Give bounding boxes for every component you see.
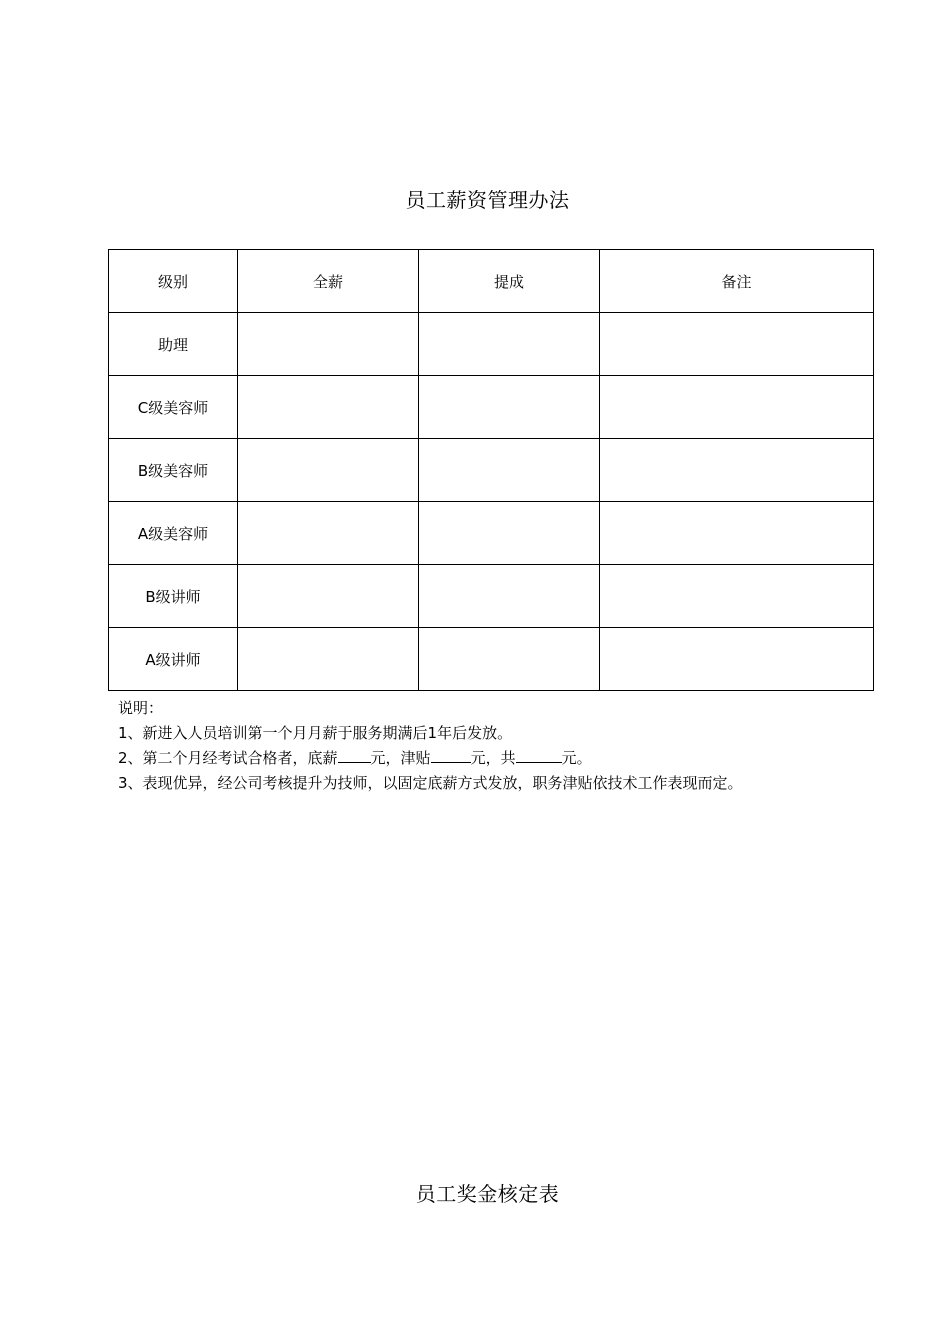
table-cell	[238, 565, 419, 628]
table-cell	[238, 313, 419, 376]
salary-table	[108, 249, 874, 691]
table-row	[109, 628, 874, 691]
total-blank	[516, 748, 562, 763]
table-cell-level: A级美容师	[109, 502, 238, 565]
table-row	[109, 565, 874, 628]
table-cell	[238, 439, 419, 502]
note-item-2-part-b: 元，津贴	[370, 749, 431, 767]
base-salary-blank	[338, 748, 371, 763]
table-row	[109, 439, 874, 502]
note-item-1: 1、新进入人员培训第一个月月薪于服务期满后1年后发放。	[118, 724, 513, 742]
table-cell-level: B级讲师	[109, 565, 238, 628]
table-row	[109, 313, 874, 376]
table-cell	[419, 628, 600, 691]
table-cell	[419, 565, 600, 628]
note-item-3: 3、表现优异，经公司考核提升为技师，以固定底薪方式发放，职务津贴依技术工作表现而定。	[118, 774, 743, 792]
table-cell	[600, 439, 874, 502]
header-level: 级别	[109, 250, 238, 313]
table-cell-level: B级美容师	[109, 439, 238, 502]
table-cell	[238, 376, 419, 439]
table-row	[109, 376, 874, 439]
table-cell	[600, 502, 874, 565]
table-cell	[419, 313, 600, 376]
table-cell	[600, 376, 874, 439]
allowance-blank	[431, 748, 471, 763]
header-remarks: 备注	[600, 250, 874, 313]
table-cell	[238, 502, 419, 565]
table-cell	[600, 313, 874, 376]
table-cell	[600, 628, 874, 691]
table-row	[109, 502, 874, 565]
page-title: 员工薪资管理办法	[405, 188, 570, 212]
notes-section	[118, 696, 878, 796]
header-commission: 提成	[419, 250, 600, 313]
notes-heading: 说明：	[118, 699, 164, 717]
table-cell	[600, 565, 874, 628]
header-full-salary: 全薪	[238, 250, 419, 313]
bonus-table-title: 员工奖金核定表	[415, 1182, 560, 1206]
note-item-2-part-c: 元，共	[470, 749, 516, 767]
table-cell-level: A级讲师	[109, 628, 238, 691]
table-cell	[419, 502, 600, 565]
table-header-row	[109, 250, 874, 313]
note-item-2-part-a: 2、第二个月经考试合格者，底薪	[118, 749, 338, 767]
table-cell-level: C级美容师	[109, 376, 238, 439]
table-cell	[419, 376, 600, 439]
note-item-2	[118, 746, 878, 771]
table-cell	[238, 628, 419, 691]
table-cell	[419, 439, 600, 502]
table-cell-level: 助理	[109, 313, 238, 376]
note-item-2-part-d: 元。	[561, 749, 592, 767]
